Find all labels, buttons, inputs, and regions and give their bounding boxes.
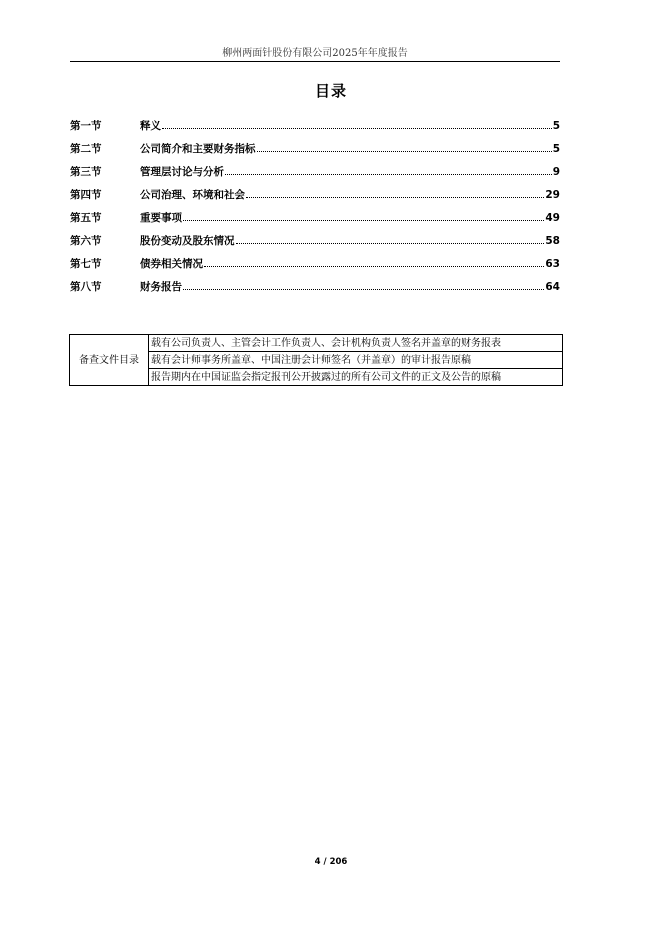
toc-section-name: 管理层讨论与分析	[140, 166, 224, 178]
toc-page-number: 5	[552, 143, 560, 155]
toc-entry[interactable]	[70, 118, 560, 141]
toc-entry[interactable]	[70, 233, 560, 256]
toc-entry[interactable]	[70, 141, 560, 164]
header-divider	[70, 61, 560, 62]
toc-section-name: 债券相关情况	[140, 258, 203, 270]
toc-page-number: 63	[545, 258, 560, 270]
toc-page-number: 49	[545, 212, 560, 224]
reference-documents-table	[69, 334, 563, 386]
toc-entry[interactable]	[70, 187, 560, 210]
toc-section-name: 公司简介和主要财务指标	[140, 143, 256, 155]
table-of-contents	[70, 118, 560, 302]
toc-dot-leader	[204, 266, 544, 267]
toc-page-number: 58	[545, 235, 560, 247]
toc-dot-leader	[236, 243, 545, 244]
toc-page-number: 5	[552, 120, 560, 132]
toc-dot-leader	[246, 197, 544, 198]
toc-section-number: 第四节	[70, 189, 102, 201]
toc-entry[interactable]	[70, 256, 560, 279]
toc-entry[interactable]	[70, 210, 560, 233]
toc-dot-leader	[162, 128, 552, 129]
reference-documents-label: 备查文件目录	[70, 335, 149, 386]
toc-entry[interactable]	[70, 164, 560, 187]
toc-dot-leader	[257, 151, 552, 152]
toc-dot-leader	[225, 174, 552, 175]
toc-section-name: 股份变动及股东情况	[140, 235, 235, 247]
toc-section-number: 第三节	[70, 166, 102, 178]
toc-section-number: 第五节	[70, 212, 102, 224]
reference-document-item: 载有公司负责人、主管会计工作负责人、会计机构负责人签名并盖章的财务报表	[149, 335, 563, 352]
table-row	[70, 335, 563, 352]
toc-section-number: 第六节	[70, 235, 102, 247]
toc-section-name: 释义	[140, 120, 161, 132]
toc-section-number: 第二节	[70, 143, 102, 155]
toc-page-number: 64	[545, 281, 560, 293]
toc-section-name: 公司治理、环境和社会	[140, 189, 245, 201]
toc-section-number: 第七节	[70, 258, 102, 270]
toc-page-number: 29	[545, 189, 560, 201]
toc-section-name: 重要事项	[140, 212, 182, 224]
toc-entry[interactable]	[70, 279, 560, 302]
reference-document-item: 报告期内在中国证监会指定报刊公开披露过的所有公司文件的正文及公告的原稿	[149, 369, 563, 386]
toc-dot-leader	[183, 220, 544, 221]
toc-section-number: 第一节	[70, 120, 102, 132]
reference-document-item: 载有会计师事务所盖章、中国注册会计师签名（并盖章）的审计报告原稿	[149, 352, 563, 369]
report-header: 柳州两面针股份有限公司2025年年度报告	[222, 48, 408, 59]
toc-section-number: 第八节	[70, 281, 102, 293]
toc-dot-leader	[183, 289, 544, 290]
toc-page-number: 9	[552, 166, 560, 178]
toc-section-name: 财务报告	[140, 281, 182, 293]
page-number: 4 / 206	[314, 857, 348, 867]
toc-title: 目录	[314, 82, 347, 100]
